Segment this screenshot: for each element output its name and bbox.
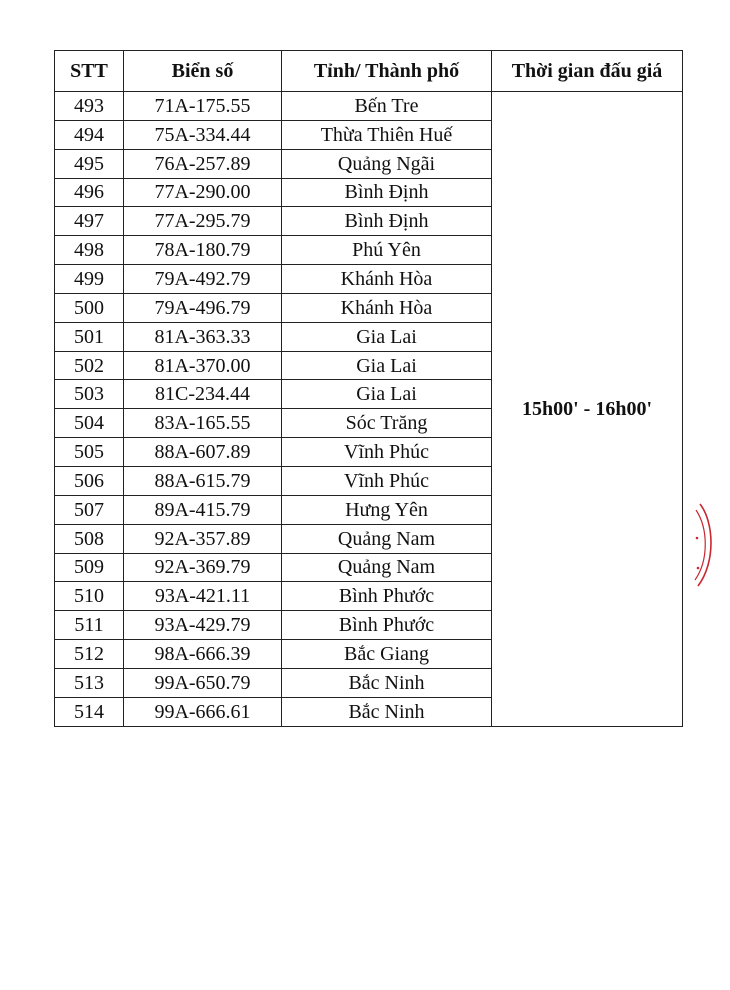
- stamp-dot: [697, 567, 700, 570]
- cell-plate: 77A-295.79: [124, 207, 282, 236]
- cell-plate: 99A-666.61: [124, 697, 282, 726]
- cell-stt: 501: [55, 322, 124, 351]
- cell-stt: 500: [55, 293, 124, 322]
- cell-plate: 71A-175.55: [124, 92, 282, 121]
- cell-plate: 77A-290.00: [124, 178, 282, 207]
- cell-stt: 502: [55, 351, 124, 380]
- cell-stt: 503: [55, 380, 124, 409]
- cell-plate: 81C-234.44: [124, 380, 282, 409]
- header-province: Tỉnh/ Thành phố: [282, 51, 492, 92]
- cell-province: Gia Lai: [282, 380, 492, 409]
- cell-province: Thừa Thiên Huế: [282, 120, 492, 149]
- cell-plate: 78A-180.79: [124, 236, 282, 265]
- auction-schedule-table: [54, 50, 683, 727]
- cell-stt: 498: [55, 236, 124, 265]
- cell-province: Bình Phước: [282, 582, 492, 611]
- cell-province: Vĩnh Phúc: [282, 466, 492, 495]
- cell-plate: 99A-650.79: [124, 668, 282, 697]
- cell-stt: 507: [55, 495, 124, 524]
- cell-province: Khánh Hòa: [282, 293, 492, 322]
- cell-province: Gia Lai: [282, 351, 492, 380]
- cell-province: Vĩnh Phúc: [282, 438, 492, 467]
- cell-plate: 81A-363.33: [124, 322, 282, 351]
- cell-plate: 79A-496.79: [124, 293, 282, 322]
- cell-stt: 494: [55, 120, 124, 149]
- header-time: Thời gian đấu giá: [492, 51, 683, 92]
- cell-province: Bến Tre: [282, 92, 492, 121]
- cell-plate: 98A-666.39: [124, 640, 282, 669]
- cell-stt: 513: [55, 668, 124, 697]
- cell-stt: 504: [55, 409, 124, 438]
- cell-plate: 88A-607.89: [124, 438, 282, 467]
- cell-stt: 499: [55, 265, 124, 294]
- cell-plate: 79A-492.79: [124, 265, 282, 294]
- cell-auction-time: 15h00' - 16h00': [492, 92, 683, 727]
- cell-plate: 88A-615.79: [124, 466, 282, 495]
- cell-province: Quảng Nam: [282, 553, 492, 582]
- cell-province: Bắc Giang: [282, 640, 492, 669]
- cell-province: Quảng Nam: [282, 524, 492, 553]
- cell-stt: 510: [55, 582, 124, 611]
- red-stamp-edge: [692, 500, 722, 590]
- cell-stt: 495: [55, 149, 124, 178]
- cell-plate: 76A-257.89: [124, 149, 282, 178]
- cell-province: Quảng Ngãi: [282, 149, 492, 178]
- cell-plate: 92A-357.89: [124, 524, 282, 553]
- cell-stt: 496: [55, 178, 124, 207]
- cell-province: Bắc Ninh: [282, 668, 492, 697]
- cell-plate: 83A-165.55: [124, 409, 282, 438]
- cell-province: Phú Yên: [282, 236, 492, 265]
- header-stt: STT: [55, 51, 124, 92]
- cell-stt: 511: [55, 611, 124, 640]
- cell-stt: 493: [55, 92, 124, 121]
- cell-province: Bình Định: [282, 207, 492, 236]
- table-row: [55, 92, 683, 121]
- stamp-dot: [696, 537, 699, 540]
- cell-province: Bắc Ninh: [282, 697, 492, 726]
- header-plate: Biển số: [124, 51, 282, 92]
- cell-plate: 89A-415.79: [124, 495, 282, 524]
- table-body: [55, 92, 683, 727]
- cell-stt: 508: [55, 524, 124, 553]
- cell-stt: 512: [55, 640, 124, 669]
- cell-plate: 75A-334.44: [124, 120, 282, 149]
- cell-plate: 93A-429.79: [124, 611, 282, 640]
- cell-plate: 92A-369.79: [124, 553, 282, 582]
- cell-province: Khánh Hòa: [282, 265, 492, 294]
- cell-stt: 505: [55, 438, 124, 467]
- stamp-arc-inner: [695, 510, 705, 580]
- cell-plate: 81A-370.00: [124, 351, 282, 380]
- cell-stt: 506: [55, 466, 124, 495]
- cell-province: Bình Phước: [282, 611, 492, 640]
- cell-province: Sóc Trăng: [282, 409, 492, 438]
- cell-stt: 509: [55, 553, 124, 582]
- cell-stt: 497: [55, 207, 124, 236]
- cell-province: Bình Định: [282, 178, 492, 207]
- cell-province: Hưng Yên: [282, 495, 492, 524]
- cell-stt: 514: [55, 697, 124, 726]
- cell-plate: 93A-421.11: [124, 582, 282, 611]
- cell-province: Gia Lai: [282, 322, 492, 351]
- table-header-row: [55, 51, 683, 92]
